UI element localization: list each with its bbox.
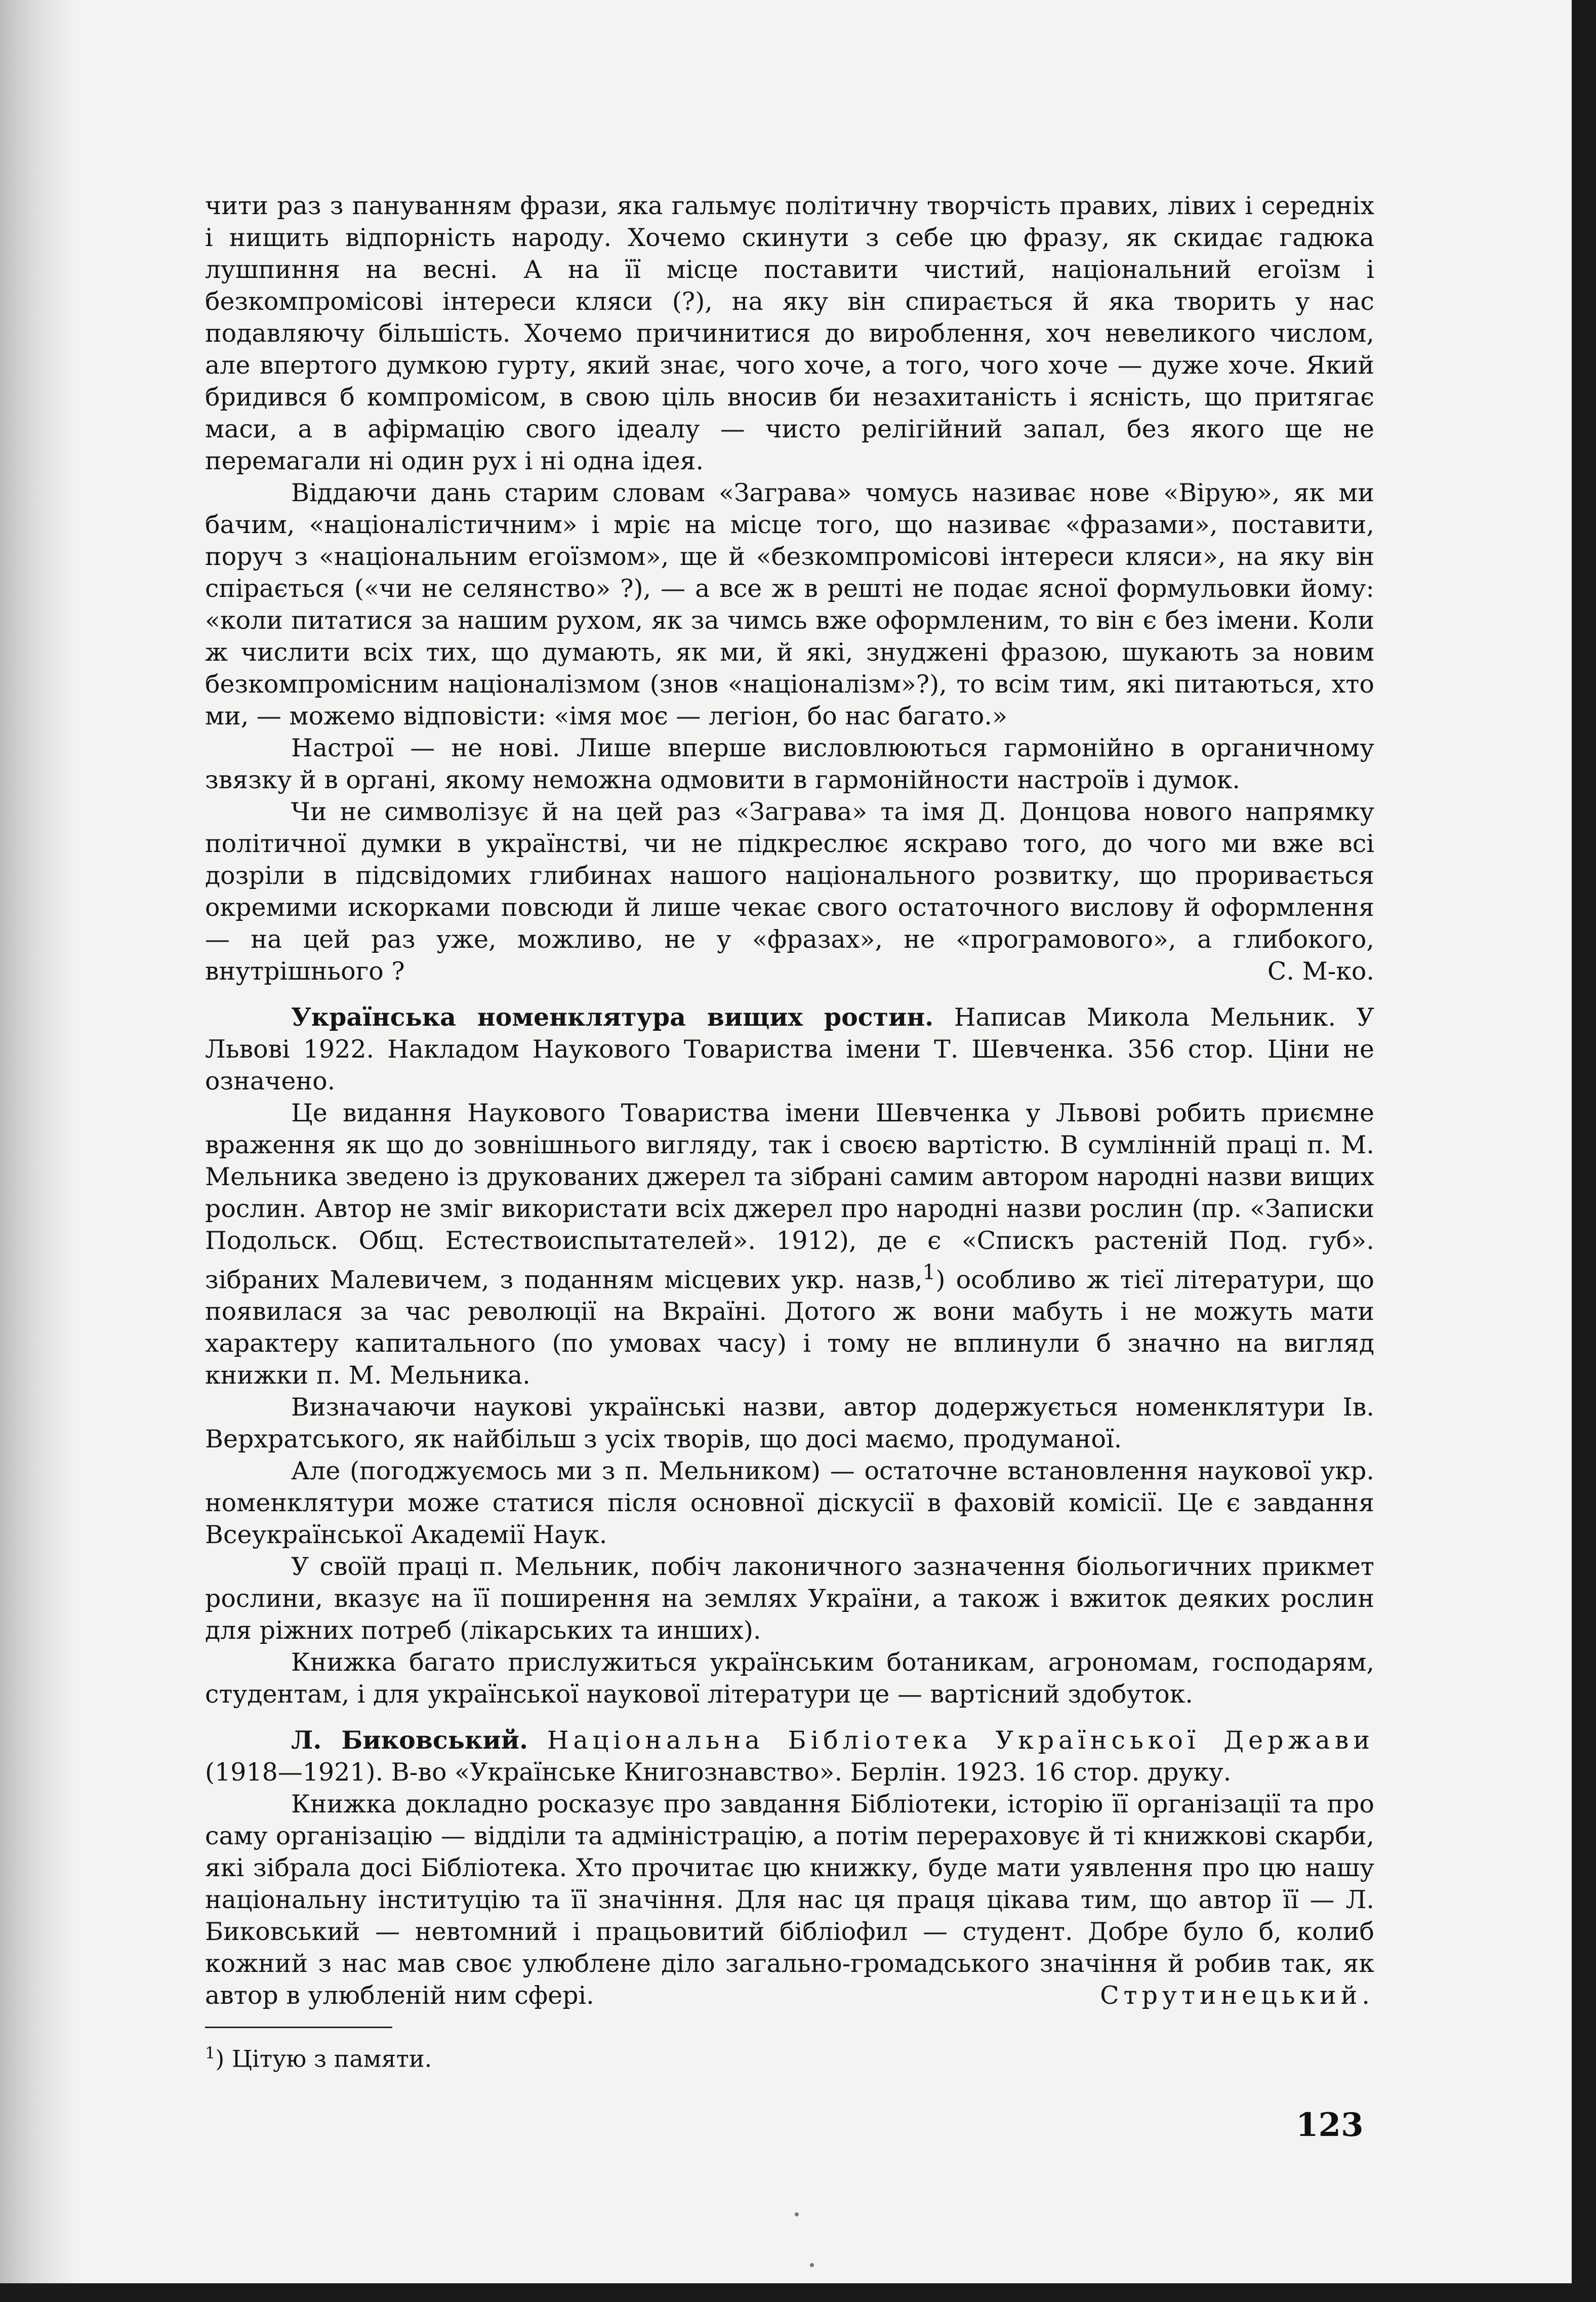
footnote-rule: [205, 2027, 392, 2028]
book-details: Написав Микола Мельник. У Львові 1922. Накладом Наукового Товариства імени Т. Шевченка. 356 стор. Ціни не означено.: [205, 1003, 1374, 1096]
footnote-ref: 1: [922, 1260, 936, 1284]
paragraph: Настрої — не нові. Лише вперше висловлюються гармонійно в органичному звязку й в органі, якому неможна одмовити в гармонійности настроїв і думок.: [205, 734, 1374, 794]
review-heading: [205, 1001, 1374, 1097]
book-details: (1918—1921). В-во «Українське Книгознавство». Берлін. 1923. 16 стор. друку.: [205, 1758, 1232, 1787]
speck: [795, 2212, 799, 2216]
footnote-marker: 1: [205, 2043, 216, 2063]
paragraph-text: Це видання Наукового Товариства імени Шевченка у Львові робить приємне враження як що до зовнішнього вигляду, так і своєю вартістю. В сумлінній праці п. М. Мельника зведено із друкованих джерел та зібрані самим автором народні назви вищих рослин. Автор не зміг використати всіх джерел про народні назви рослин (пр. «Записки Подольск. Общ. Естествоиспытателей». 1912), де є «Спискъ растеній Под. губ». зібраних Малевичем, з поданням місцевих укр. назв,: [205, 1099, 1374, 1295]
page-number: 123: [1296, 2106, 1364, 2144]
paragraph: Віддаючи дань старим словам «Заграва» чомусь називає нове «Вірую», як ми бачим, «націоналістичним» і мріє на місце того, що називає «фразами», поставити, поруч з «національним егоїзмом», ще й «безкомпромісові інтереси кляси», на яку він спірається («чи не селянство» ?), — а все ж в решті не подає ясної формульовки йому: «коли питатися за нашим рухом, як за чимсь вже оформленим, то він є без імени. Коли ж числити всіх тих, що думають, як ми, й які, знуджені фразою, шукають за новим безкомпромісним націоналізмом (знов «націоналізм»?), то всім тим, які питаються, хто ми, — можемо відповісти: «імя моє — легіон, бо нас багато.»: [205, 478, 1374, 731]
review-heading: [205, 1724, 1374, 1788]
speck: [810, 2263, 814, 2267]
paragraph: Це видання Наукового Товариства імени Шевченка у Львові робить приємне враження як що до зовнішнього вигляду, так і своєю вартістю. В сумлінній праці п. М. Мельника зведено із друкованих джерел та зібрані самим автором народні назви вищих рослин. Автор не зміг використати всіх джерел про народні назви рослин (пр. «Записки Подольск. Общ. Естествоиспытателей». 1912), де є «Спискъ растеній Под. губ». зібраних Малевичем, з поданням місцевих укр. назв,$^1$) особливо ж тієї літератури, що появилася за час революції на Вкраїні. Дотого ж вони мабуть і не можуть мати характеру капитального (по умовах часу) і тому не вплинули б значно на вигляд книжки п. М. Мельника.: [205, 1099, 1375, 1390]
text-column: [205, 190, 1374, 2075]
paragraph-text: Книжка докладно росказує про завдання Бібліотеки, історію її організації та про саму організацію — відділи та адміністрацію, а потім перераховує й ті книжкові скарби, які зібрала досі Бібліотека. Хто прочитає цю книжку, буде мати уявлення про цю нашу національну інституцію та її значіння. Для нас ця праця цікава тим, що автор її — Л. Биковський — невтомний і працьовитий бібліофил — студент. Добре було б, колиб кожний з нас мав своє улюблене діло загально-громадського значіння й робив так, як автор в улюбленій ним сфері.: [205, 1790, 1374, 2010]
paragraph: Але (погоджуємось ми з п. Мельником) — остаточне встановлення наукової укр. номенклятури може статися після основної діскусії в фаховій комісії. Це є завдання Всеукраїнської Академії Наук.: [205, 1457, 1374, 1550]
paragraph: [205, 1788, 1374, 2011]
paragraph: чити раз з пануванням фрази, яка гальмує політичну творчість правих, лівих і середніх і нищить відпорність народу. Хочемо скинути з себе цю фразу, як скидає гадюка лушпиння на весні. А на її місце поставити чистий, національний егоїзм і безкомпромісові інтереси кляси (?), на яку він спирається й яка творить у нас подавляючу більшість. Хочемо причинитися до вироблення, хоч невеликого числом, але впертого думкою гурту, який знає, чого хоче, а того, чого хоче — дуже хоче. Який бридився б компромісом, в свою ціль вносив би незахитаність і ясність, що притягає маси, а в афірмацію свого ідеалу — чисто релігійний запал, без якого ще не перемагали ні один рух і ні одна ідея.: [205, 191, 1374, 475]
page-spine-shadow: [0, 0, 76, 2283]
book-title: Українська номенклятура вищих ростин.: [291, 1002, 934, 1032]
paragraph-text: Чи не символізує й на цей раз «Заграва» та імя Д. Донцова нового напрямку політичної думки в українстві, чи не підкреслює яскраво того, до чого ми вже всі дозріли в підсвідомих глибинах нашого національного розвитку, що проривається окремими искорками повсюди й лише чекає свого остаточного вислову й оформлення — на цей раз уже, можливо, не у «фразах», не «програмового», а глибокого, внутрішнього ?: [205, 797, 1374, 986]
footnote: $^1$) Цітую з памяти.: [205, 2043, 432, 2073]
review-author: Л. Биковський.: [291, 1725, 528, 1755]
paragraph-text: особливо ж тієї літератури, що появилася за час революції на Вкраїні. Дотого ж вони мабуть і не можуть мати характеру капитального (по умовах часу) і тому не вплинули б значно на вигляд книжки п. М. Мельника.: [205, 1265, 1375, 1390]
paragraph: Визначаючи наукові українські назви, автор додержується номенклятури Ів. Верхратського, як найбільш з усіх творів, що досі маємо, продуманої.: [205, 1393, 1374, 1454]
signature-smko: С. М-ко.: [1267, 957, 1374, 986]
paragraph: У своїй праці п. Мельник, побіч лаконичного зазначення біольогичних прикмет рослини, вказує на її поширення на землях України, а також і вжиток деяких рослин для ріжних потреб (лікарських та инших).: [205, 1552, 1374, 1645]
signature-strutynetskyi: Струтинецький.: [1100, 1981, 1374, 2010]
footnote-text: Цітую з памяти.: [231, 2045, 432, 2073]
book-title: Національна Бібліотека Української Держави: [547, 1726, 1374, 1755]
paragraph: Книжка багато прислужиться українським ботаникам, агрономам, господарям, студентам, і для української наукової літератури це — вартісний здобуток.: [205, 1648, 1374, 1709]
paragraph: [205, 796, 1374, 987]
